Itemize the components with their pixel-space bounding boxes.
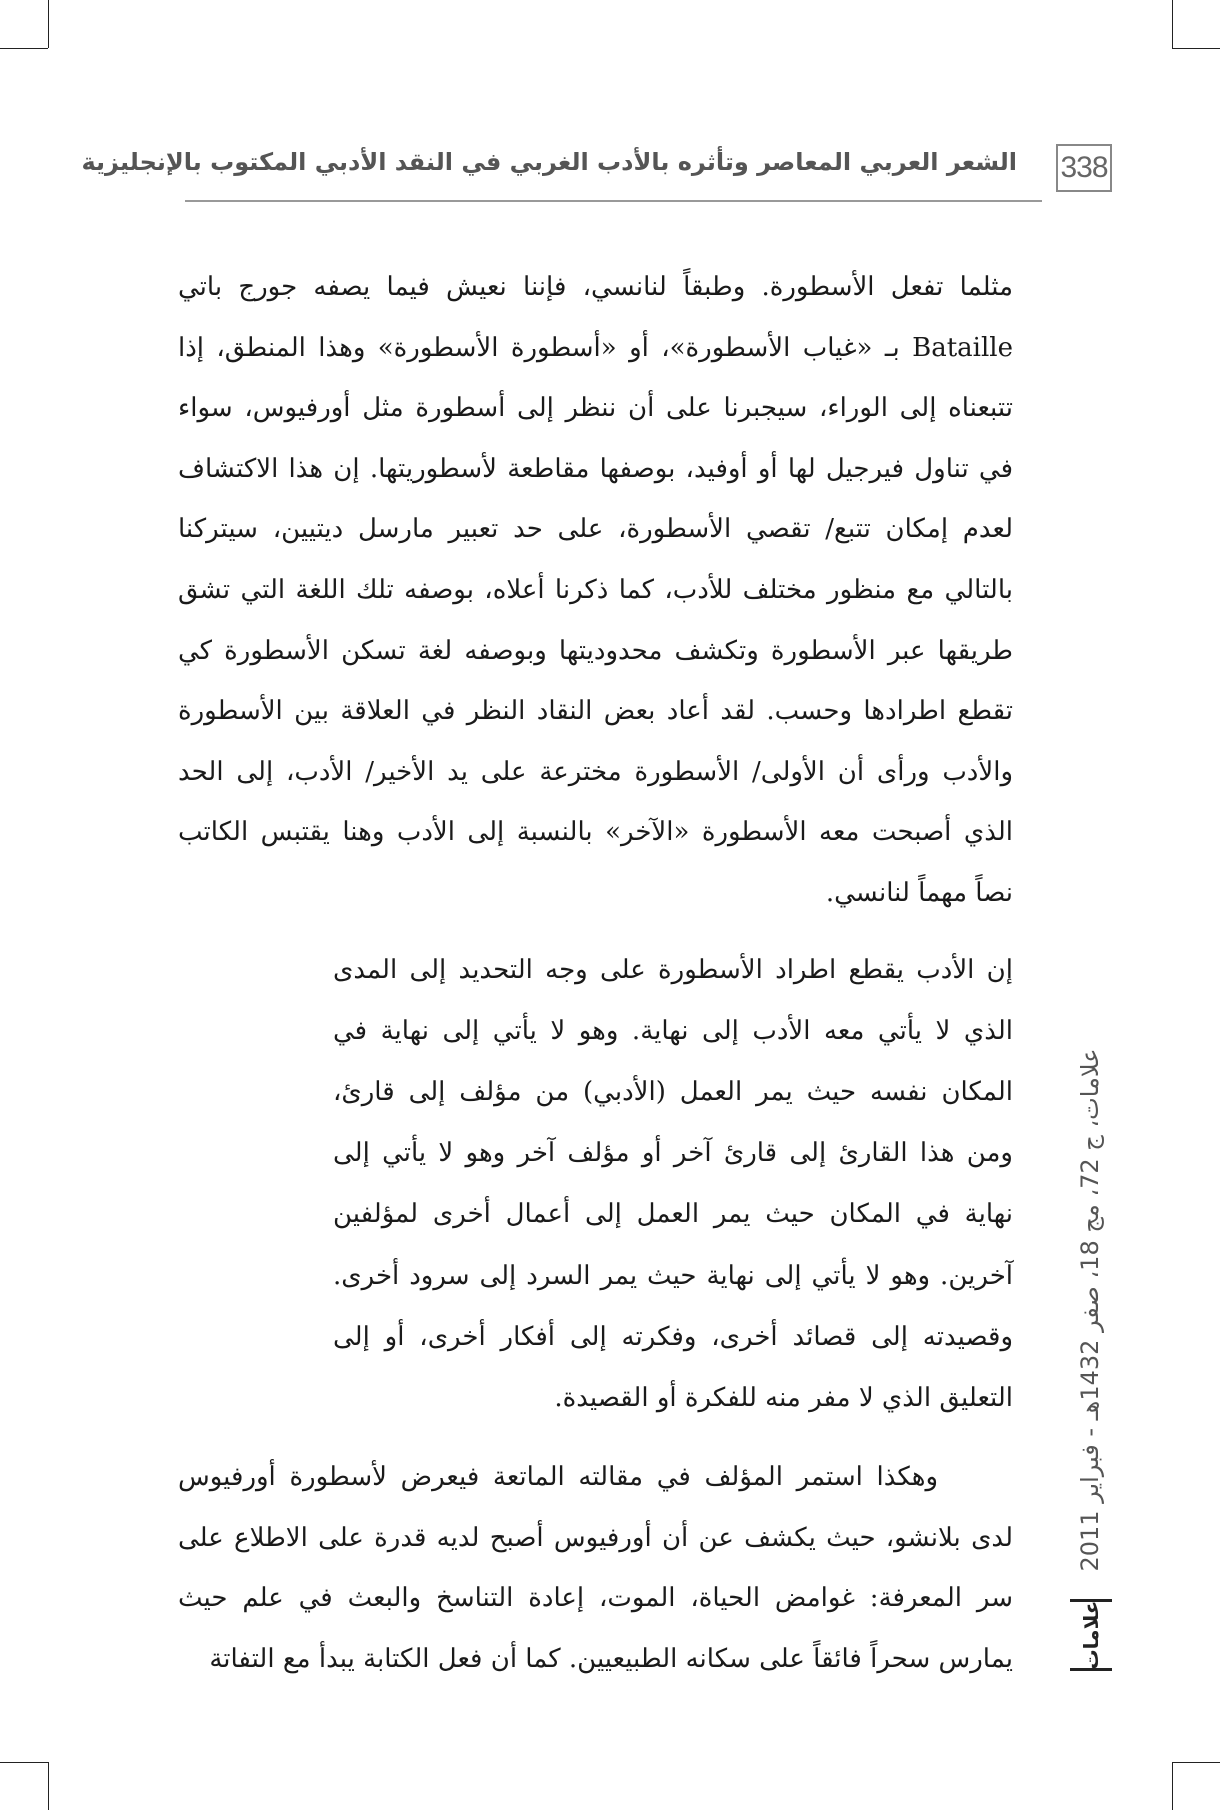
paragraph: وهكذا استمر المؤلف في مقالته الماتعة فيعرض لأسطورة أورفيوس لدى بلانشو، حيث يكشف عن أن أورفيوس أصبح لديه قدرة على الاطلاع على سر المعرفة: غوامض الحياة، الموت، إعادة التناسخ والبعث في علم حيث يمارس سحراً فائقاً على سكانه الطبيعيين. كما أن فعل الكتابة يبدأ مع التفاتة <box>178 1462 1013 1674</box>
journal-logo-icon <box>1068 1595 1114 1675</box>
article-body <box>178 257 1013 1690</box>
journal-info <box>1068 1050 1112 1570</box>
crop-mark <box>0 48 48 49</box>
crop-mark <box>1172 1762 1220 1763</box>
crop-mark <box>0 1762 48 1763</box>
logo-text: علامات <box>1079 1600 1103 1670</box>
journal-info-text: علامات، ج 72، مج 18، صفر 1432هـ - فبراير 2011 <box>1076 1048 1104 1572</box>
page-number: 338 <box>1056 144 1112 192</box>
crop-mark <box>48 1762 49 1810</box>
paragraph: مثلما تفعل الأسطورة. وطبقاً لنانسي، فإننا نعيش فيما يصفه جورج باتي Bataille بـ «غياب الأسطورة»، أو «أسطورة الأسطورة» وهذا المنطق، إذا تتبعناه إلى الوراء، سيجبرنا على أن ننظر إلى أسطورة مثل أورفيوس، سواء في تناول فيرجيل لها أو أوفيد، بوصفها مقاطعة لأسطوريتها. إن هذا الاكتشاف لعدم إمكان تتبع/ تقصي الأسطورة، على حد تعبير مارسل ديتيين، سيتركنا بالتالي مع منظور مختلف للأدب، كما ذكرنا أعلاه، بوصفه تلك اللغة التي تشق طريقها عبر الأسطورة وتكشف محدوديتها وبوصفه لغة تسكن الأسطورة كي تقطع اطرادها وحسب. لقد أعاد بعض النقاد النظر في العلاقة بين الأسطورة والأدب ورأى أن الأولى/ الأسطورة مخترعة على يد الأخير/ الأدب، إلى الحد الذي أصبحت معه الأسطورة «الآخر» بالنسبة إلى الأدب وهنا يقتبس الكاتب نصاً مهماً لنانسي. <box>178 272 1014 908</box>
header-rule <box>185 200 1042 202</box>
crop-mark <box>1172 48 1220 49</box>
journal-logo <box>1068 1595 1114 1675</box>
crop-mark <box>1172 1762 1173 1810</box>
crop-mark <box>1172 0 1173 48</box>
crop-mark <box>48 0 49 48</box>
page-header <box>81 140 1112 202</box>
block-quote <box>178 940 1013 1430</box>
block-quote-text: إن الأدب يقطع اطراد الأسطورة على وجه التحديد إلى المدى الذي لا يأتي معه الأدب إلى نهاية. وهو لا يأتي إلى نهاية في المكان نفسه حيث يمر العمل (الأدبي) من مؤلف إلى قارئ، ومن هذا القارئ إلى قارئ آخر أو مؤلف آخر وهو لا يأتي إلى نهاية في المكان حيث يمر العمل إلى أعمال أخرى لمؤلفين آخرين. وهو لا يأتي إلى نهاية حيث يمر السرد إلى سرود أخرى. وقصيدته إلى قصائد أخرى، وفكرته إلى أفكار أخرى، أو إلى التعليق الذي لا مفر منه للفكرة أو القصيدة. <box>333 954 1013 1413</box>
running-title: الشعر العربي المعاصر وتأثره بالأدب الغربي في النقد الأدبي المكتوب بالإنجليزية <box>81 148 1017 176</box>
